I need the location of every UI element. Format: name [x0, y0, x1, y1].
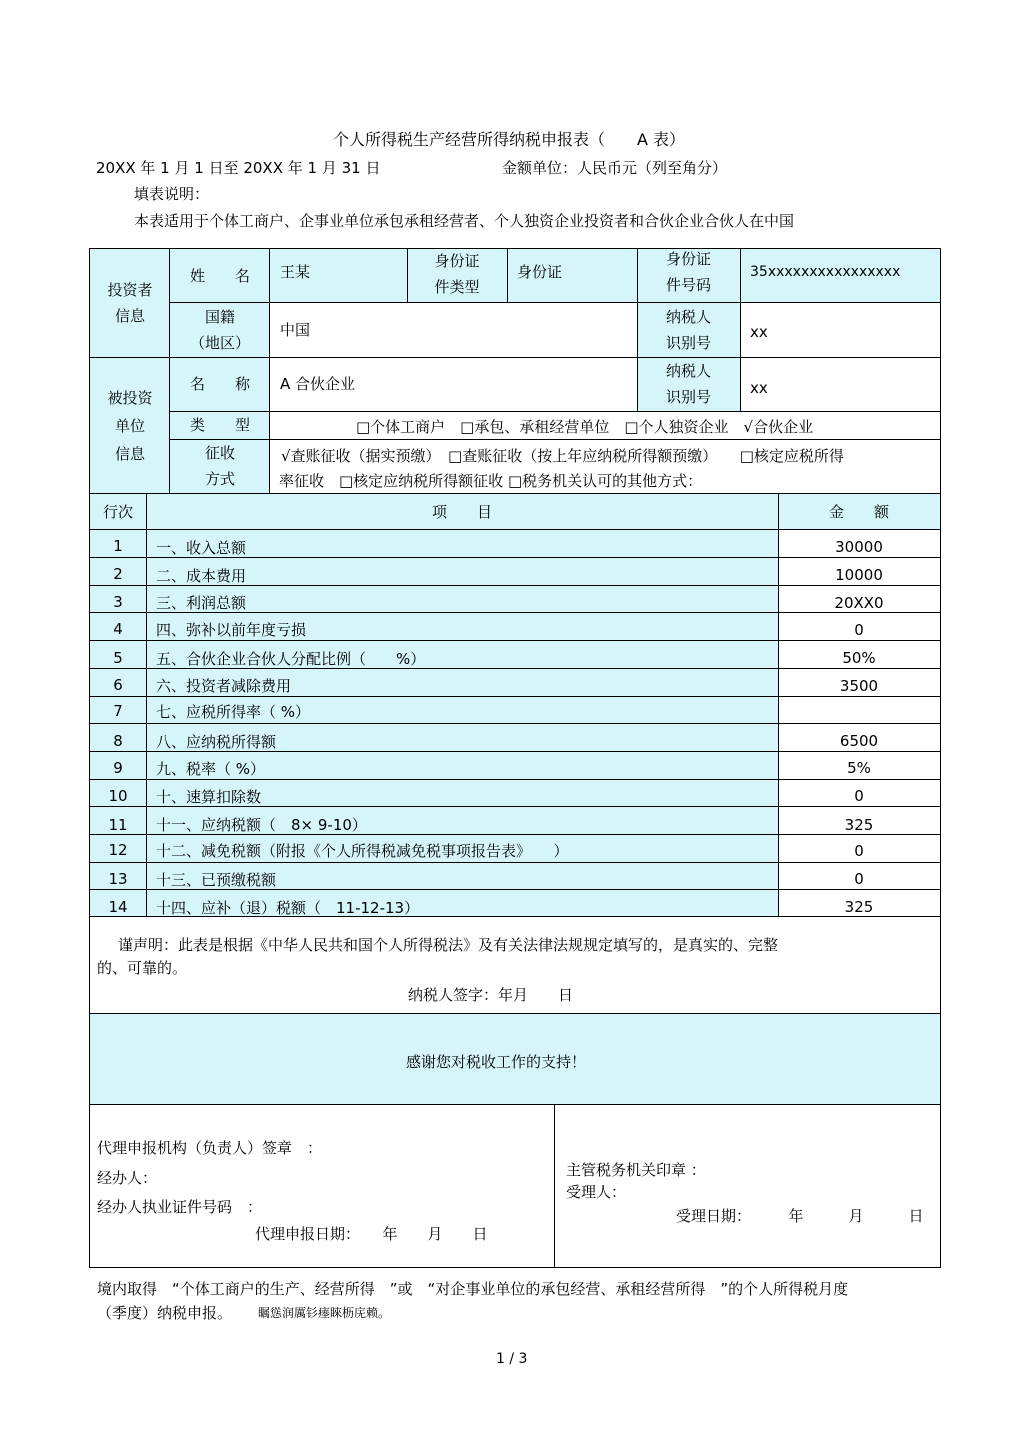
row-amount: 20XX0 — [834, 594, 884, 612]
collection-method-line1: √查账征收（据实预缴） □查账征收（按上年应纳税所得额预缴） □核定应税所得 — [281, 447, 844, 465]
nationality-label: 国籍 （地区） — [189, 308, 250, 352]
row-amount: 325 — [844, 898, 874, 916]
row-item: 四、弥补以前年度亏损 — [156, 621, 307, 639]
row-no: 8 — [113, 732, 123, 750]
row-amount: 5% — [847, 759, 871, 777]
authority-seal: 主管税务机关印章 ： — [566, 1161, 706, 1179]
unit-taxid-label: 纳税人 识别号 — [665, 362, 711, 406]
agent-handler-cert: 经办人执业证件号码 ： — [97, 1198, 263, 1216]
row-item: 十四、应补（退）税额（ 11-12-13） — [156, 899, 420, 917]
investor-section-label: 投资者 信息 — [107, 281, 153, 325]
unit-type-options: □个体工商户 □承包、承租经营单位 □个人独资企业 √合伙企业 — [356, 418, 814, 436]
row-amount: 3500 — [839, 677, 879, 695]
row-item: 二、成本费用 — [156, 567, 247, 585]
agent-handler: 经办人： — [97, 1169, 158, 1187]
investor-taxid-value: xx — [750, 323, 768, 341]
instructions-label: 填表说明： — [134, 185, 210, 203]
row-item: 七、应税所得率（ %） — [156, 703, 311, 721]
row-no: 3 — [113, 593, 123, 611]
row-amount: 10000 — [835, 566, 883, 584]
row-item: 八、应纳税所得额 — [156, 733, 277, 751]
collection-method-label: 征收 方式 — [204, 444, 235, 488]
footer-line2: （季度）纳税申报。 — [97, 1304, 233, 1322]
id-type-value: 身份证 — [517, 263, 563, 281]
period: 20XX 年 1 月 1 日至 20XX 年 1 月 31 日 — [96, 159, 381, 177]
authority-receiver: 受理人： — [566, 1183, 627, 1201]
header-item: 项 目 — [431, 502, 492, 521]
row-item: 十、速算扣除数 — [156, 788, 262, 806]
row-no: 2 — [113, 565, 123, 583]
instructions-text: 本表适用于个体工商户、企事业单位承包承租经营者、个人独资企业投资者和合伙企业合伙人在中国 — [134, 212, 795, 230]
row-item: 五、合伙企业合伙人分配比例（ %） — [156, 650, 426, 668]
row-amount: 30000 — [835, 538, 883, 556]
row-no: 4 — [113, 620, 123, 638]
row-amount: 0 — [854, 787, 864, 805]
agent-date: 代理申报日期： 年 月 日 — [255, 1225, 488, 1243]
investor-taxid-label: 纳税人 识别号 — [665, 308, 711, 352]
row-no: 6 — [113, 676, 123, 694]
row-amount: 6500 — [839, 732, 879, 750]
unit-taxid-value: xx — [750, 379, 768, 397]
id-type-label: 身份证 件类型 — [434, 252, 480, 296]
row-item: 六、投资者减除费用 — [156, 677, 292, 695]
row-amount: 0 — [854, 842, 864, 860]
row-amount: 0 — [854, 870, 864, 888]
agent-org-sign: 代理申报机构（负责人）签章 ： — [97, 1139, 323, 1157]
row-no: 11 — [108, 816, 128, 834]
unit-section-label: 被投资 单位 信息 — [107, 388, 153, 463]
unit-name-value: A 合伙企业 — [280, 375, 356, 393]
row-no: 7 — [113, 702, 123, 720]
row-no: 1 — [113, 537, 123, 555]
row-amount: 325 — [844, 816, 874, 834]
footer-garbled: 瞩慫润厲钐瘗睞枥庑赖。 — [258, 1306, 391, 1320]
row-amount: 0 — [854, 621, 864, 639]
unit-type-label: 类 型 — [189, 416, 250, 434]
row-no: 14 — [108, 898, 128, 916]
row-amount: 50% — [842, 649, 876, 667]
id-no-value: 35xxxxxxxxxxxxxxxx — [750, 264, 901, 280]
currency-unit: 金额单位：人民币元（列至角分） — [502, 159, 728, 177]
taxpayer-signature: 纳税人签字：年月 日 — [408, 986, 574, 1004]
row-item: 十三、已预缴税额 — [156, 871, 277, 889]
row-item: 三、利润总额 — [156, 594, 247, 612]
investor-name-label: 姓 名 — [189, 267, 250, 285]
form-title: 个人所得税生产经营所得纳税申报表（ A 表） — [333, 130, 686, 149]
page-number: 1 / 3 — [496, 1351, 528, 1367]
id-no-label: 身份证 件号码 — [665, 250, 711, 294]
row-no: 9 — [113, 759, 123, 777]
footer-line1: 境内取得 “个体工商户的生产、经营所得 ”或 “对企事业单位的承包经营、承租经营所得 ”的个人所得税月度 — [97, 1280, 849, 1298]
row-item: 一、收入总额 — [156, 539, 247, 557]
declaration-line1: 谨声明：此表是根据《中华人民共和国个人所得税法》及有关法律法规规定填写的，是真实的、完整 — [118, 936, 779, 954]
header-amount: 金 额 — [828, 502, 889, 521]
row-item: 十二、减免税额（附报《个人所得税减免税事项报告表》 ） — [156, 842, 569, 860]
nationality-value: 中国 — [280, 321, 311, 339]
row-item: 十一、应纳税额（ 8× 9-10） — [156, 816, 367, 834]
row-item: 九、税率（ %） — [156, 760, 266, 778]
header-row-no: 行次 — [102, 502, 133, 521]
row-no: 13 — [108, 870, 128, 888]
row-no: 5 — [113, 649, 123, 667]
row-no: 12 — [108, 841, 128, 859]
unit-name-label: 名 称 — [189, 375, 250, 393]
declaration-line2: 的、可靠的。 — [97, 959, 188, 977]
row-no: 10 — [108, 787, 128, 805]
investor-name-value: 王某 — [280, 263, 311, 281]
collection-method-line2: 率征收 □核定应纳税所得额征收 □税务机关认可的其他方式： — [279, 472, 703, 490]
thanks-message: 感谢您对税收工作的支持！ — [406, 1053, 587, 1071]
authority-date: 受理日期： 年 月 日 — [676, 1207, 924, 1225]
